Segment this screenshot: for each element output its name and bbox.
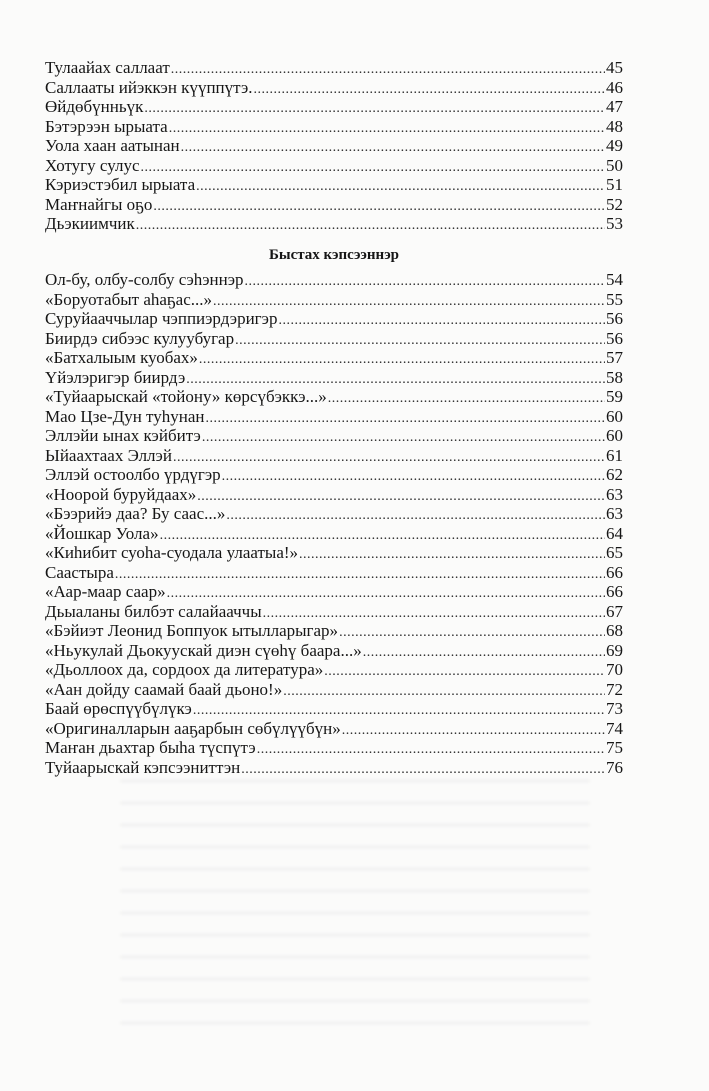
dot-leader — [199, 350, 605, 370]
toc-entry-title: Саастыра — [45, 562, 114, 582]
toc-entry-title: «Батхалыым куобах» — [45, 348, 198, 367]
toc-entry-page-number: 58 — [606, 367, 623, 387]
toc-entry — [45, 543, 623, 563]
toc-entry — [45, 329, 623, 349]
toc-entry-title: «Бэйиэт Леонид Боппуок ытылларыгар» — [45, 621, 339, 640]
toc-entry — [45, 58, 623, 78]
toc-entry — [45, 524, 623, 544]
toc-entry-page-number: 56 — [606, 328, 623, 348]
dot-leader — [136, 216, 605, 236]
toc-entry — [45, 426, 623, 446]
toc-entry-title: «Аан дойду саамай баай дьоно!» — [45, 679, 283, 699]
section-heading: Быстах кэпсээннэр — [268, 247, 400, 263]
dot-leader — [196, 177, 605, 197]
toc-entry-title: «Ньукулай Дьокуускай диэн сүөһү баара...» — [45, 640, 362, 660]
toc-entry-page-number: 70 — [606, 660, 623, 679]
toc-entry — [45, 621, 623, 641]
toc-entry-title: Тулаайах саллаат — [45, 58, 170, 77]
toc-entry-title: Эллэйи ынах кэйбитэ — [45, 426, 201, 445]
toc-entry — [45, 136, 623, 156]
toc-entry-page-number: 50 — [606, 155, 623, 175]
dot-leader — [173, 448, 605, 468]
dot-leader — [141, 158, 605, 178]
toc-entry-title: «Киһибит суоһа-суодала улаатыа!» — [45, 543, 299, 562]
toc-entry-page-number: 49 — [606, 136, 623, 155]
toc-entry-title: Хотугу сулус — [45, 155, 140, 175]
toc-entry-title: Маҥнайгы оҕо — [45, 194, 153, 214]
toc-entry-page-number: 60 — [606, 426, 623, 445]
toc-entry-page-number: 45 — [606, 58, 623, 77]
toc-entry-page-number: 74 — [606, 718, 623, 738]
toc-entry-page-number: 51 — [606, 175, 623, 194]
toc-entry-page-number: 72 — [606, 679, 623, 699]
toc-entry-title: Ыйаахтаах Эллэй — [45, 445, 172, 465]
toc-entry-page-number: 76 — [606, 757, 623, 777]
toc-entry — [45, 563, 623, 583]
toc-entry-page-number: 64 — [606, 523, 623, 543]
toc-list-short-stories — [45, 270, 623, 777]
toc-entry — [45, 602, 623, 622]
toc-entry — [45, 504, 623, 524]
toc-entry — [45, 758, 623, 778]
toc-entry — [45, 368, 623, 388]
toc-entry — [45, 719, 623, 739]
toc-list-poems — [45, 58, 623, 234]
toc-entry-title: Уола хаан аатынан — [45, 136, 180, 155]
dot-leader — [153, 197, 605, 217]
toc-entry-page-number: 66 — [606, 562, 623, 582]
toc-entry-title: «Бээрийэ даа? Бу саас...» — [45, 504, 226, 523]
toc-entry-title: Маҥан дьахтар быһа түспүтэ — [45, 738, 256, 757]
dot-leader — [206, 409, 606, 429]
toc-entry — [45, 407, 623, 427]
toc-entry — [45, 117, 623, 137]
toc-entry-title: «Оригиналларын ааҕарбын сөбүлүүбүн» — [45, 718, 341, 738]
toc-entry-title: Мао Цзе-Дун туһунан — [45, 406, 205, 426]
toc-entry — [45, 699, 623, 719]
toc-entry-page-number: 63 — [606, 504, 623, 523]
toc-entry-title: Ол-бу, олбу-солбу сэһэннэр — [45, 270, 244, 289]
toc-entry-title: Дьыаланы билбэт салайааччы — [45, 601, 262, 621]
toc-entry-title: Эллэй остоолбо үрдүгэр — [45, 465, 221, 484]
toc-entry — [45, 309, 623, 329]
toc-entry-title: Үйэлэригэр биирдэ — [45, 367, 186, 387]
toc-entry-title: «Боруотабыт аһаҕас...» — [45, 289, 213, 309]
toc-entry — [45, 387, 623, 407]
dot-leader — [144, 99, 605, 119]
toc-entry-page-number: 75 — [606, 738, 623, 757]
toc-entry-page-number: 47 — [606, 97, 623, 116]
toc-entry-title: «Ноорой буруйдаах» — [45, 484, 197, 504]
toc-entry-title: Дьэкиимчик — [45, 214, 135, 233]
toc-entry — [45, 195, 623, 215]
dot-leader — [222, 467, 605, 487]
dot-leader — [226, 506, 605, 526]
dot-leader — [342, 721, 605, 741]
toc-entry-title: Өйдөбүнньүк — [45, 97, 144, 116]
toc-entry-title: Кэриэстэбил ырыата — [45, 175, 196, 194]
toc-entry-title: «Аар-маар саар» — [45, 582, 166, 601]
toc-entry-page-number: 46 — [606, 77, 623, 97]
toc-entry — [45, 270, 623, 290]
dot-leader — [235, 331, 605, 351]
toc-entry-page-number: 66 — [606, 582, 623, 601]
toc-entry — [45, 582, 623, 602]
toc-entry — [45, 348, 623, 368]
toc-entry — [45, 78, 623, 98]
toc-entry — [45, 290, 623, 310]
toc-entry — [45, 214, 623, 234]
dot-leader — [197, 487, 605, 507]
toc-entry-title: Суруйааччылар чэппиэрдэригэр — [45, 309, 278, 328]
dot-leader — [245, 272, 605, 292]
toc-entry-page-number: 56 — [606, 309, 623, 328]
toc-entry — [45, 446, 623, 466]
toc-entry-title: «Дьоллоох да, сордоох да литература» — [45, 660, 324, 679]
toc-entry-page-number: 48 — [606, 116, 623, 136]
toc-entry — [45, 660, 623, 680]
toc-entry — [45, 156, 623, 176]
toc-entry-page-number: 67 — [606, 601, 623, 621]
toc-entry-title: «Йошкар Уола» — [45, 523, 159, 543]
toc-entry-page-number: 52 — [606, 194, 623, 214]
dot-leader — [339, 623, 605, 643]
dot-leader — [169, 119, 605, 139]
toc-entry-page-number: 57 — [606, 348, 623, 367]
toc-entry — [45, 97, 623, 117]
dot-leader — [328, 389, 605, 409]
toc-entry-title: «Туйаарыскай «тойону» көрсүбэккэ...» — [45, 387, 327, 406]
toc-entry-title: Бэтэрээн ырыата — [45, 116, 168, 136]
dot-leader — [241, 760, 605, 780]
toc-entry-page-number: 54 — [606, 270, 623, 289]
dot-leader — [283, 682, 605, 702]
toc-entry-title: Баай өрөспүүбүлүкэ — [45, 699, 192, 718]
dot-leader — [324, 662, 605, 682]
toc-entry — [45, 680, 623, 700]
toc-entry-page-number: 61 — [606, 445, 623, 465]
toc-entry-page-number: 53 — [606, 214, 623, 233]
dot-leader — [363, 643, 605, 663]
toc-entry — [45, 175, 623, 195]
toc-entry — [45, 641, 623, 661]
toc-entry-page-number: 73 — [606, 699, 623, 718]
toc-entry-title: Саллааты ийэккэн күүппүтэ. — [45, 77, 253, 97]
dot-leader — [299, 545, 605, 565]
dot-leader — [202, 428, 605, 448]
toc-entry-title: Биирдэ сибээс кулуубугар — [45, 328, 235, 348]
toc-entry-page-number: 65 — [606, 543, 623, 562]
toc-entry-page-number: 62 — [606, 465, 623, 484]
dot-leader — [115, 565, 605, 585]
dot-leader — [257, 740, 605, 760]
toc-entry-page-number: 55 — [606, 289, 623, 309]
toc-entry-title: Туйаарыскай кэпсээниттэн — [45, 757, 241, 777]
dot-leader — [254, 80, 605, 100]
toc-entry-page-number: 63 — [606, 484, 623, 504]
toc-entry — [45, 485, 623, 505]
dot-leader — [181, 138, 605, 158]
toc-entry-page-number: 69 — [606, 640, 623, 660]
toc-entry — [45, 738, 623, 758]
dot-leader — [278, 311, 605, 331]
toc-entry-page-number: 59 — [606, 387, 623, 406]
toc-entry — [45, 465, 623, 485]
toc-entry-page-number: 60 — [606, 406, 623, 426]
bleed-through-shadow — [120, 780, 590, 1040]
toc-entry-page-number: 68 — [606, 621, 623, 640]
